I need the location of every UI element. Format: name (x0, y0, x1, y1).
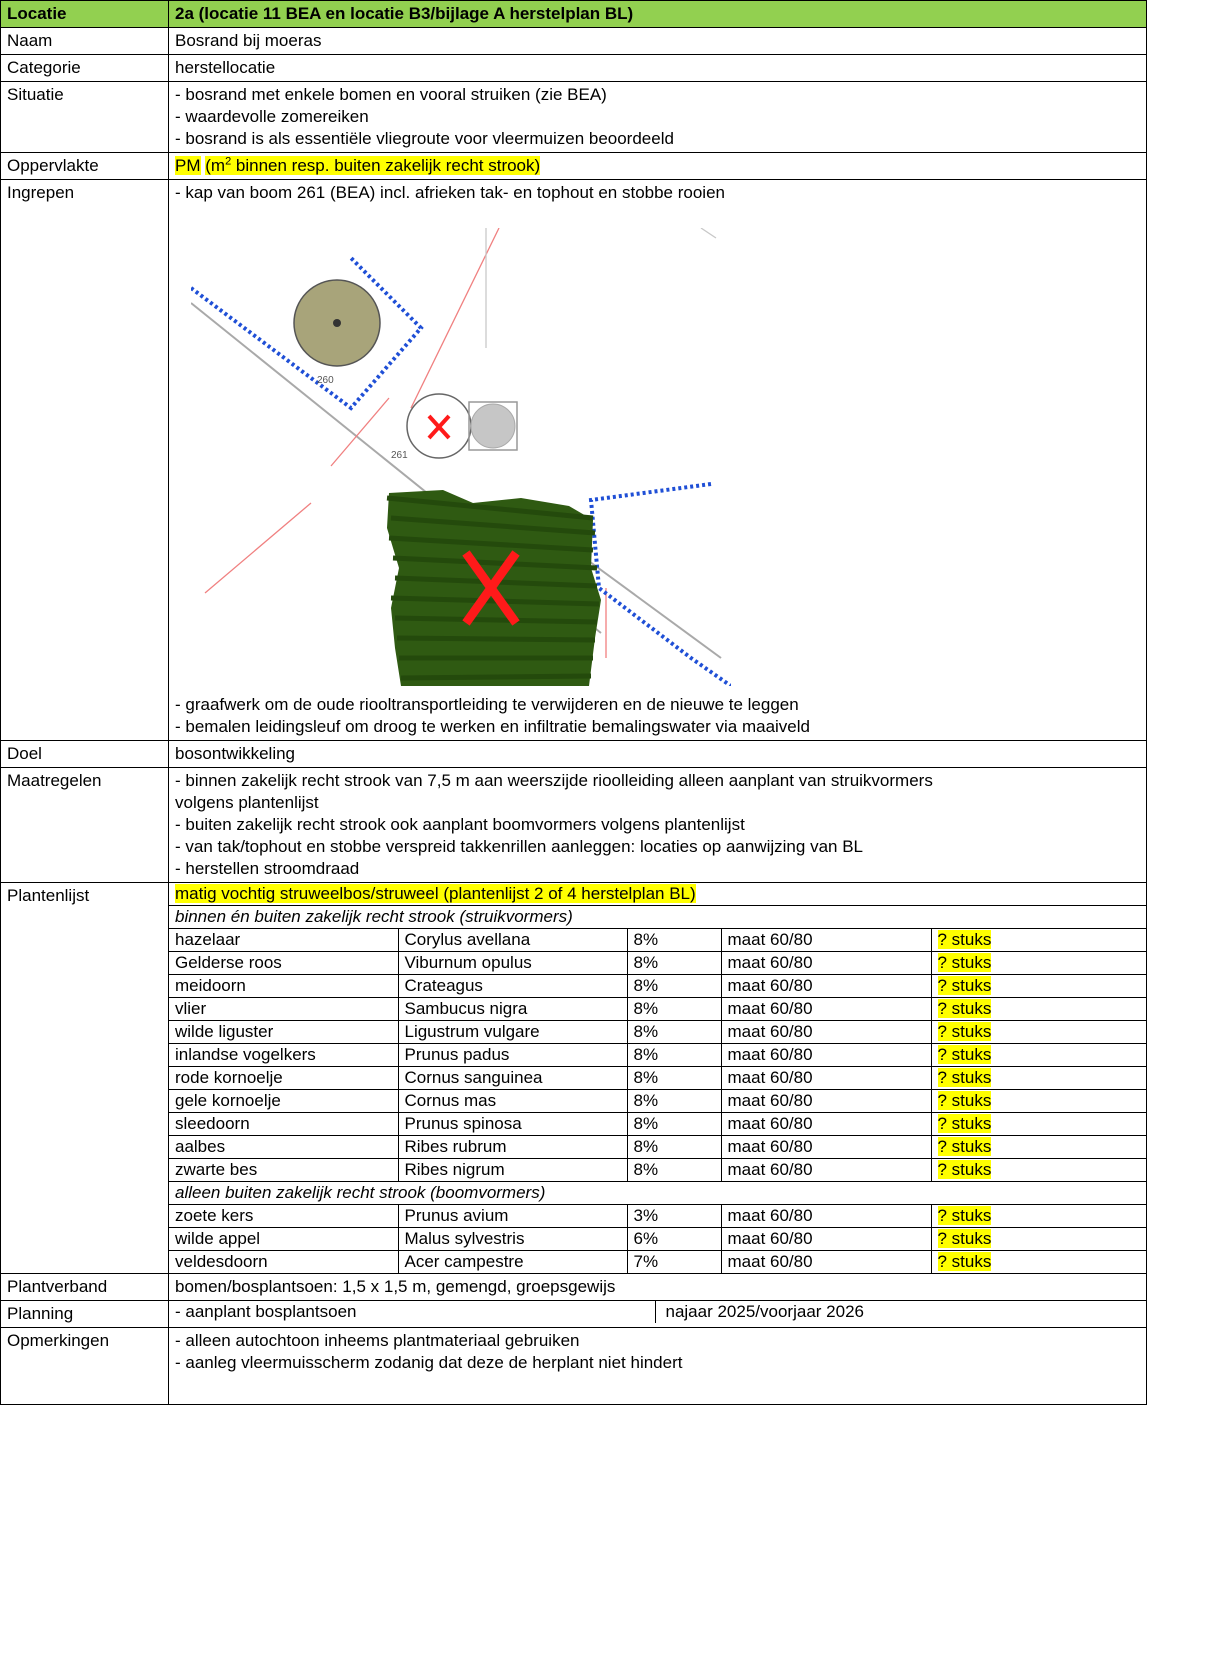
plant-latin-name: Cornus mas (398, 1090, 627, 1113)
plant-count-value: ? stuks (937, 1068, 992, 1087)
planning-value (169, 1301, 1147, 1328)
plant-common-name: gele kornoelje (169, 1090, 398, 1113)
site-map (191, 228, 731, 686)
plant-size: maat 60/80 (721, 1205, 931, 1228)
situatie-line: - bosrand is als essentiële vliegroute voor vleermuizen beoordeeld (175, 129, 674, 148)
plant-row (169, 1044, 1146, 1067)
plant-common-name: zoete kers (169, 1205, 398, 1228)
doel-value: bosontwikkeling (169, 741, 1147, 768)
situatie-label: Situatie (1, 82, 169, 153)
plant-row (169, 1021, 1146, 1044)
plant-count-value: ? stuks (937, 1137, 992, 1156)
row-naam (1, 28, 1147, 55)
header-label: Locatie (1, 1, 169, 28)
plant-row (169, 1159, 1146, 1182)
plant-count-value: ? stuks (937, 999, 992, 1018)
plant-size: maat 60/80 (721, 975, 931, 998)
plant-count-value: ? stuks (937, 1252, 992, 1271)
plant-group-1: binnen én buiten zakelijk recht strook (struikvormers) (169, 906, 1146, 929)
ingrepen-label: Ingrepen (1, 180, 169, 741)
planning-label: Planning (1, 1301, 169, 1328)
plant-latin-name: Cornus sanguinea (398, 1067, 627, 1090)
opmerkingen-label: Opmerkingen (1, 1328, 169, 1405)
plant-row (169, 1228, 1146, 1251)
oppervlakte-text-a: (m (205, 156, 226, 175)
plant-size: maat 60/80 (721, 929, 931, 952)
plant-percentage: 8% (627, 1044, 721, 1067)
plant-count (931, 929, 1146, 952)
maatregelen-line: - binnen zakelijk recht strook van 7,5 m aan weerszijde rioolleiding alleen aanplant van struikvormers (175, 771, 933, 790)
plant-common-name: veldesdoorn (169, 1251, 398, 1274)
ingrepen-line: - kap van boom 261 (BEA) incl. afrieken tak- en tophout en stobbe rooien (175, 183, 725, 202)
plantverband-value: bomen/bosplantsoen: 1,5 x 1,5 m, gemengd, groepsgewijs (169, 1274, 1147, 1301)
gray-line (701, 228, 716, 238)
plant-common-name: wilde appel (169, 1228, 398, 1251)
plantenlijst-value (169, 883, 1147, 1274)
maatregelen-label: Maatregelen (1, 768, 169, 883)
maatregelen-line: - herstellen stroomdraad (175, 859, 360, 878)
plant-count (931, 1228, 1146, 1251)
plant-common-name: rode kornoelje (169, 1067, 398, 1090)
plant-percentage: 8% (627, 952, 721, 975)
oppervlakte-sup: 2 (225, 155, 232, 168)
plant-count (931, 1067, 1146, 1090)
situatie-line: - bosrand met enkele bomen en vooral struiken (zie BEA) (175, 85, 607, 104)
oppervlakte-value (169, 153, 1147, 180)
plant-count-value: ? stuks (937, 976, 992, 995)
plant-table (169, 883, 1146, 1273)
plant-group-row (169, 906, 1146, 929)
plant-common-name: meidoorn (169, 975, 398, 998)
plant-size: maat 60/80 (721, 1228, 931, 1251)
plant-size: maat 60/80 (721, 1159, 931, 1182)
plant-count (931, 975, 1146, 998)
plant-percentage: 3% (627, 1205, 721, 1228)
plant-percentage: 7% (627, 1251, 721, 1274)
plant-title-cell (169, 883, 1146, 906)
plant-size: maat 60/80 (721, 1044, 931, 1067)
plant-percentage: 8% (627, 1090, 721, 1113)
oppervlakte-label: Oppervlakte (1, 153, 169, 180)
plant-latin-name: Corylus avellana (398, 929, 627, 952)
planning-period: najaar 2025/voorjaar 2026 (665, 1302, 864, 1321)
plant-percentage: 8% (627, 1136, 721, 1159)
plant-group-row (169, 1182, 1146, 1205)
plant-size: maat 60/80 (721, 1113, 931, 1136)
opmerkingen-line: - aanleg vleermuisscherm zodanig dat deze de herplant niet hindert (175, 1353, 683, 1372)
dotted-boundary (591, 484, 731, 686)
row-plantenlijst (1, 883, 1147, 1274)
plant-count-value: ? stuks (937, 930, 992, 949)
row-doel (1, 741, 1147, 768)
plant-count-value: ? stuks (937, 1022, 992, 1041)
plant-row (169, 929, 1146, 952)
site-map-svg (191, 228, 731, 686)
maatregelen-line: volgens plantenlijst (175, 793, 319, 812)
plant-percentage: 8% (627, 998, 721, 1021)
plant-percentage: 8% (627, 1159, 721, 1182)
plant-row (169, 1136, 1146, 1159)
plant-common-name: vlier (169, 998, 398, 1021)
plant-count (931, 998, 1146, 1021)
plant-count (931, 1113, 1146, 1136)
plant-title-row (169, 883, 1146, 906)
doel-label: Doel (1, 741, 169, 768)
maatregelen-line: - buiten zakelijk recht strook ook aanplant boomvormers volgens plantenlijst (175, 815, 745, 834)
plant-count-value: ? stuks (937, 1206, 992, 1225)
plant-size: maat 60/80 (721, 1090, 931, 1113)
oppervlakte-pm: PM (175, 156, 201, 175)
plant-size: maat 60/80 (721, 1136, 931, 1159)
plant-latin-name: Prunus spinosa (398, 1113, 627, 1136)
plant-count-value: ? stuks (937, 953, 992, 972)
plant-common-name: hazelaar (169, 929, 398, 952)
ingrepen-line: - bemalen leidingsleuf om droog te werken en infiltratie bemalingswater via maaiveld (175, 717, 810, 736)
tree-260-trunk (333, 319, 341, 327)
header-value: 2a (locatie 11 BEA en locatie B3/bijlage A herstelplan BL) (169, 1, 1147, 28)
plant-latin-name: Sambucus nigra (398, 998, 627, 1021)
plant-group-2: alleen buiten zakelijk recht strook (boomvormers) (169, 1182, 1146, 1205)
plant-count (931, 1021, 1146, 1044)
row-opmerkingen (1, 1328, 1147, 1405)
opmerkingen-line: - alleen autochtoon inheems plantmateriaal gebruiken (175, 1331, 580, 1350)
plant-latin-name: Crateagus (398, 975, 627, 998)
plant-count (931, 1044, 1146, 1067)
plant-title: matig vochtig struweelbos/struweel (plantenlijst 2 of 4 herstelplan BL) (175, 884, 696, 903)
plant-row (169, 952, 1146, 975)
plant-percentage: 8% (627, 1021, 721, 1044)
plant-latin-name: Ribes rubrum (398, 1136, 627, 1159)
planning-item: - aanplant bosplantsoen (169, 1301, 655, 1323)
plant-latin-name: Ribes nigrum (398, 1159, 627, 1182)
plant-common-name: Gelderse roos (169, 952, 398, 975)
ingrepen-value (169, 180, 1147, 741)
plant-percentage: 8% (627, 1067, 721, 1090)
plant-size: maat 60/80 (721, 1251, 931, 1274)
plant-latin-name: Prunus padus (398, 1044, 627, 1067)
plant-latin-name: Viburnum opulus (398, 952, 627, 975)
plant-size: maat 60/80 (721, 1067, 931, 1090)
plant-percentage: 6% (627, 1228, 721, 1251)
row-ingrepen (1, 180, 1147, 741)
row-oppervlakte (1, 153, 1147, 180)
plant-size: maat 60/80 (721, 1021, 931, 1044)
categorie-label: Categorie (1, 55, 169, 82)
plant-count-value: ? stuks (937, 1114, 992, 1133)
plant-count (931, 1159, 1146, 1182)
naam-value: Bosrand bij moeras (169, 28, 1147, 55)
plant-common-name: aalbes (169, 1136, 398, 1159)
plant-latin-name: Acer campestre (398, 1251, 627, 1274)
maatregelen-line: - van tak/tophout en stobbe verspreid takkenrillen aanleggen: locaties op aanwijzing van BL (175, 837, 863, 856)
red-line (205, 503, 311, 593)
plant-count-value: ? stuks (937, 1160, 992, 1179)
row-plantverband (1, 1274, 1147, 1301)
plant-latin-name: Prunus avium (398, 1205, 627, 1228)
planning-table (169, 1301, 1146, 1323)
plantenlijst-label: Plantenlijst (1, 883, 169, 1274)
maatregelen-value (169, 768, 1147, 883)
plant-common-name: wilde liguster (169, 1021, 398, 1044)
situatie-value (169, 82, 1147, 153)
plant-row (169, 1251, 1146, 1274)
situatie-line: - waardevolle zomereiken (175, 107, 369, 126)
plant-common-name: zwarte bes (169, 1159, 398, 1182)
plant-row (169, 1067, 1146, 1090)
plant-row (169, 998, 1146, 1021)
plant-row (169, 1113, 1146, 1136)
ingrepen-line: - graafwerk om de oude riooltransportleiding te verwijderen en de nieuwe te leggen (175, 695, 799, 714)
plant-size: maat 60/80 (721, 998, 931, 1021)
gray-circle (471, 404, 515, 448)
plant-latin-name: Malus sylvestris (398, 1228, 627, 1251)
plant-count (931, 1251, 1146, 1274)
plant-percentage: 8% (627, 929, 721, 952)
plant-count-value: ? stuks (937, 1045, 992, 1064)
oppervlakte-text (205, 156, 540, 175)
row-situatie (1, 82, 1147, 153)
plant-count (931, 952, 1146, 975)
row-planning (1, 1301, 1147, 1328)
plant-size: maat 60/80 (721, 952, 931, 975)
plant-count (931, 1090, 1146, 1113)
header-row (1, 1, 1147, 28)
naam-label: Naam (1, 28, 169, 55)
plant-common-name: sleedoorn (169, 1113, 398, 1136)
plant-count-value: ? stuks (937, 1091, 992, 1110)
plant-row (169, 1090, 1146, 1113)
row-categorie (1, 55, 1147, 82)
tree-260-label: 260 (317, 375, 334, 386)
tree-261-label: 261 (391, 450, 408, 461)
plant-row (169, 975, 1146, 998)
plant-count (931, 1136, 1146, 1159)
plant-percentage: 8% (627, 975, 721, 998)
categorie-value: herstellocatie (169, 55, 1147, 82)
plant-percentage: 8% (627, 1113, 721, 1136)
plant-common-name: inlandse vogelkers (169, 1044, 398, 1067)
plant-count (931, 1205, 1146, 1228)
oppervlakte-text-b: binnen resp. buiten zakelijk recht strook) (231, 156, 541, 175)
plant-row (169, 1205, 1146, 1228)
opmerkingen-value (169, 1328, 1147, 1405)
plant-latin-name: Ligustrum vulgare (398, 1021, 627, 1044)
row-maatregelen (1, 768, 1147, 883)
plant-count-value: ? stuks (937, 1229, 992, 1248)
plantverband-label: Plantverband (1, 1274, 169, 1301)
